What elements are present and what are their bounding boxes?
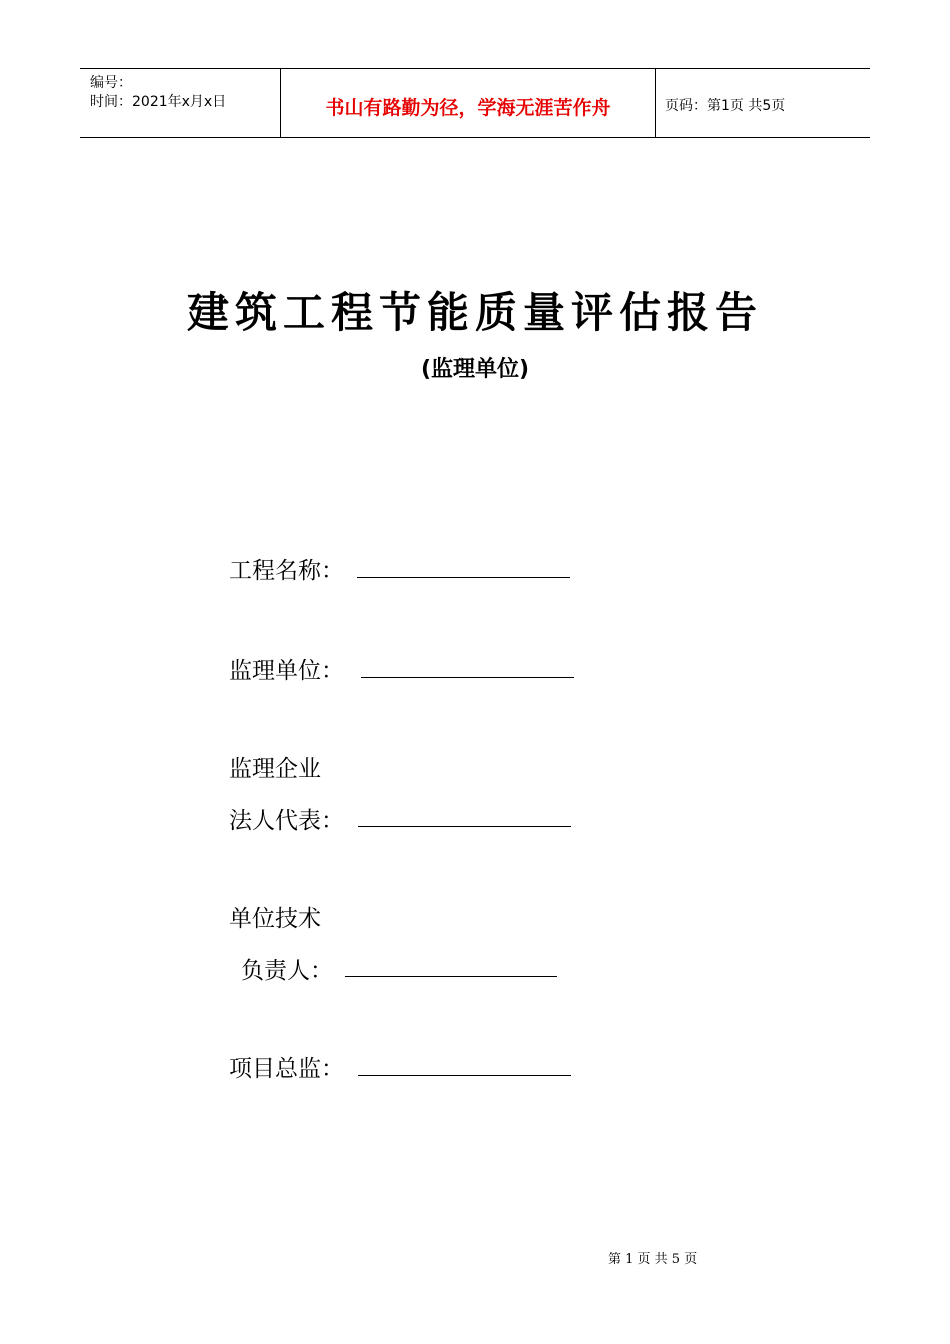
tech-responsible-blank	[345, 976, 557, 977]
enterprise-label-line1: 监理企业	[229, 756, 321, 782]
document-title: 建筑工程节能质量评估报告	[186, 288, 763, 337]
supervision-unit-blank	[361, 677, 574, 678]
number-label: 编号：	[90, 75, 132, 91]
header-page-cell	[655, 69, 870, 137]
header-meta-cell	[80, 69, 280, 137]
legal-representative-label: 法人代表：	[229, 808, 344, 834]
chief-supervisor-label: 项目总监：	[229, 1056, 344, 1082]
legal-representative-blank	[358, 826, 571, 827]
header-motto-cell	[280, 69, 656, 137]
time-label: 时间：2021年x月x日	[90, 94, 227, 110]
chief-supervisor-blank	[358, 1075, 571, 1076]
tech-label-line1: 单位技术	[229, 906, 321, 932]
project-name-label: 工程名称：	[229, 558, 344, 584]
tech-responsible-label: 负责人：	[241, 958, 333, 984]
page-header	[80, 68, 870, 138]
page-number-label: 页码：第1页 共5页	[665, 98, 786, 114]
motto-text: 书山有路勤为径，学海无涯苦作舟	[325, 97, 611, 119]
supervision-unit-label: 监理单位：	[229, 658, 344, 684]
page-footer: 第 1 页 共 5 页	[608, 1252, 698, 1267]
project-name-blank	[357, 577, 570, 578]
document-subtitle: (监理单位)	[420, 357, 530, 382]
